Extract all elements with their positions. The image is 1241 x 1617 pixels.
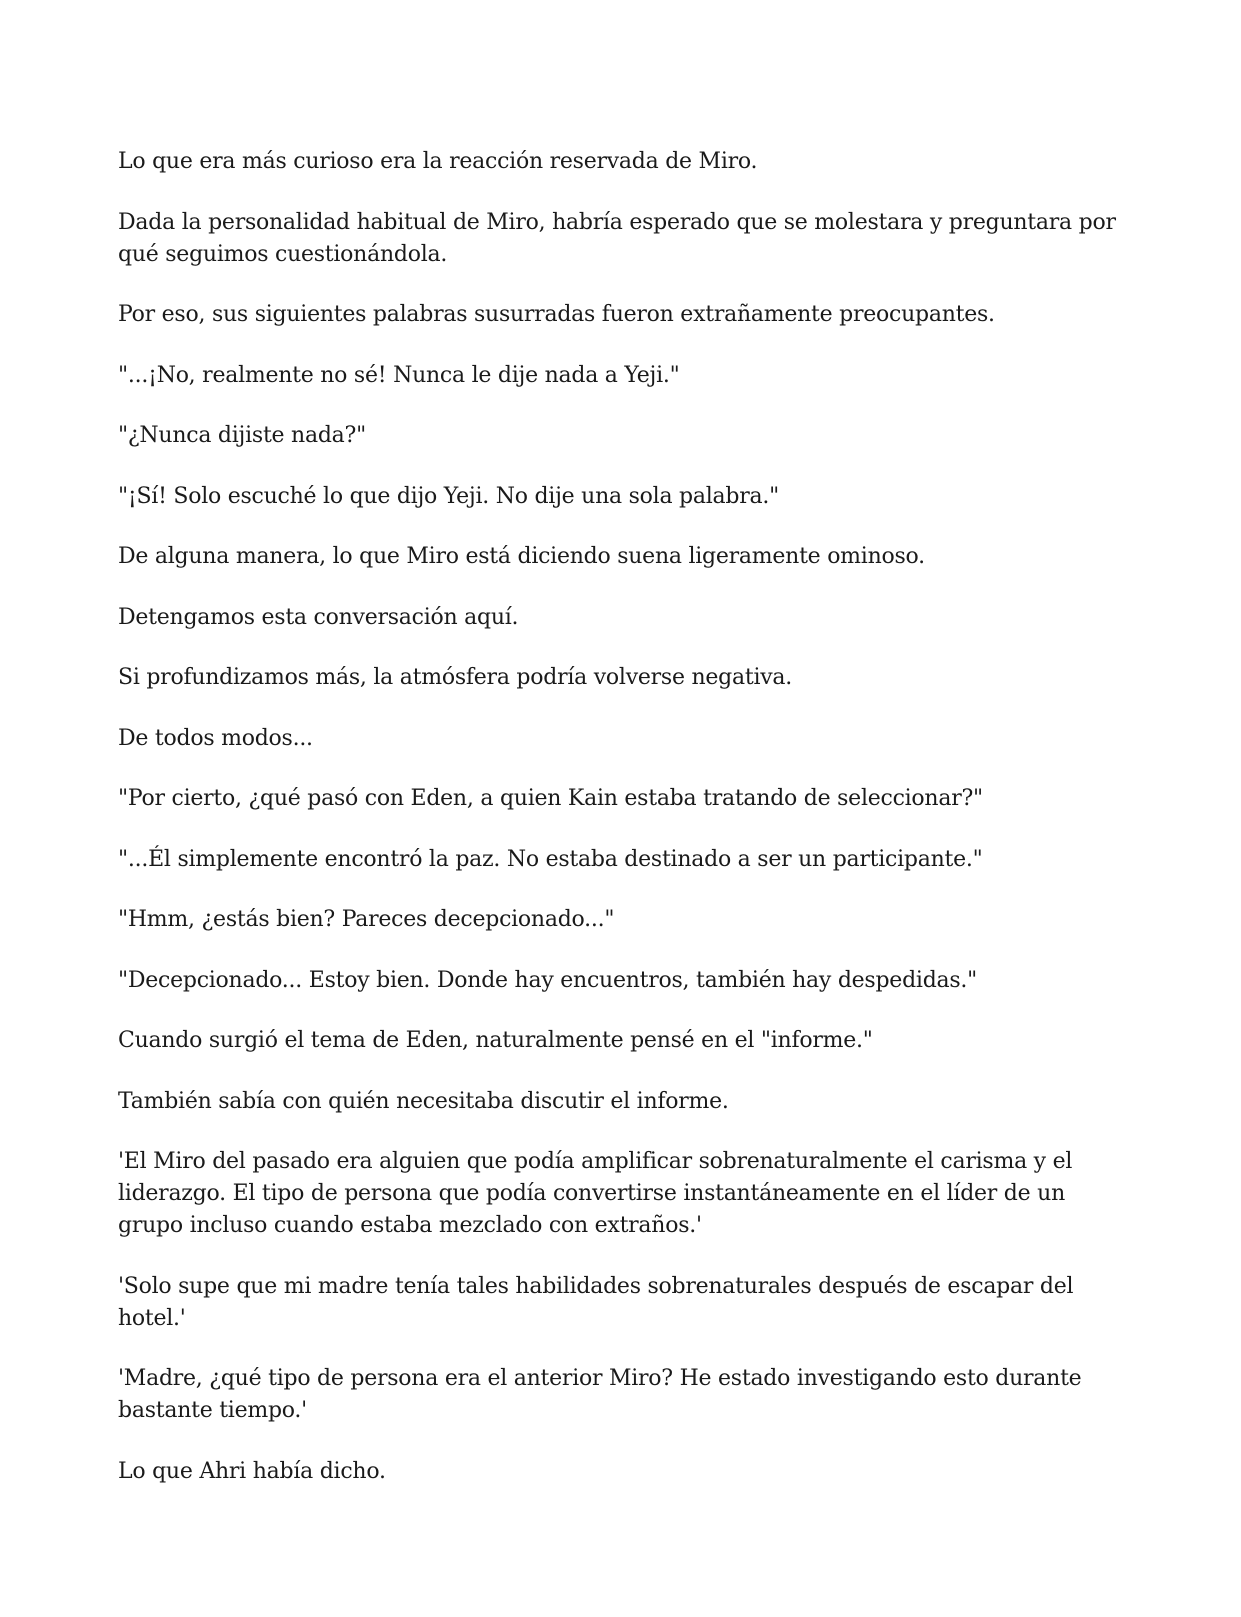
text-body (118, 146, 1128, 1516)
paragraph: 'Madre, ¿qué tipo de persona era el anterior Miro? He estado investigando esto durante bastante tiempo.' (118, 1366, 1082, 1423)
paragraph: "...Él simplemente encontró la paz. No estaba destinado a ser un participante." (118, 846, 983, 872)
paragraph: "...¡No, realmente no sé! Nunca le dije nada a Yeji." (118, 362, 680, 388)
paragraph: Si profundizamos más, la atmósfera podría volverse negativa. (118, 665, 793, 690)
paragraph: Lo que Ahri había dicho. (118, 1458, 386, 1484)
paragraph: "¡Sí! Solo escuché lo que dijo Yeji. No dije una sola palabra." (118, 483, 779, 509)
paragraph: "¿Nunca dijiste nada?" (118, 423, 366, 448)
paragraph: Detengamos esta conversación aquí. (118, 604, 519, 630)
paragraph: "Por cierto, ¿qué pasó con Eden, a quien Kain estaba tratando de seleccionar?" (118, 786, 983, 811)
paragraph: Lo que era más curioso era la reacción reservada de Miro. (118, 149, 758, 174)
paragraph: De alguna manera, lo que Miro está diciendo suena ligeramente ominoso. (118, 544, 925, 569)
paragraph: "Hmm, ¿estás bien? Pareces decepcionado..." (118, 907, 615, 932)
paragraph: Por eso, sus siguientes palabras susurradas fueron extrañamente preocupantes. (118, 302, 995, 327)
paragraph: De todos modos... (118, 725, 313, 751)
paragraph: 'Solo supe que mi madre tenía tales habilidades sobrenaturales después de escapar del hotel.' (118, 1273, 1074, 1331)
paragraph: Dada la personalidad habitual de Miro, habría esperado que se molestara y preguntara por qué seguimos cuestionándola. (118, 209, 1116, 267)
paragraph: "Decepcionado... Estoy bien. Donde hay encuentros, también hay despedidas." (118, 967, 978, 993)
paragraph: También sabía con quién necesitaba discutir el informe. (118, 1088, 729, 1114)
paragraph: 'El Miro del pasado era alguien que podía amplificar sobrenaturalmente el carisma y el liderazgo. El tipo de persona que podía convertirse instantáneamente en el líder de un grupo incluso cuando estaba mezclado con extraños.' (118, 1149, 1073, 1238)
paragraph: Cuando surgió el tema de Eden, naturalmente pensé en el "informe." (118, 1028, 873, 1053)
